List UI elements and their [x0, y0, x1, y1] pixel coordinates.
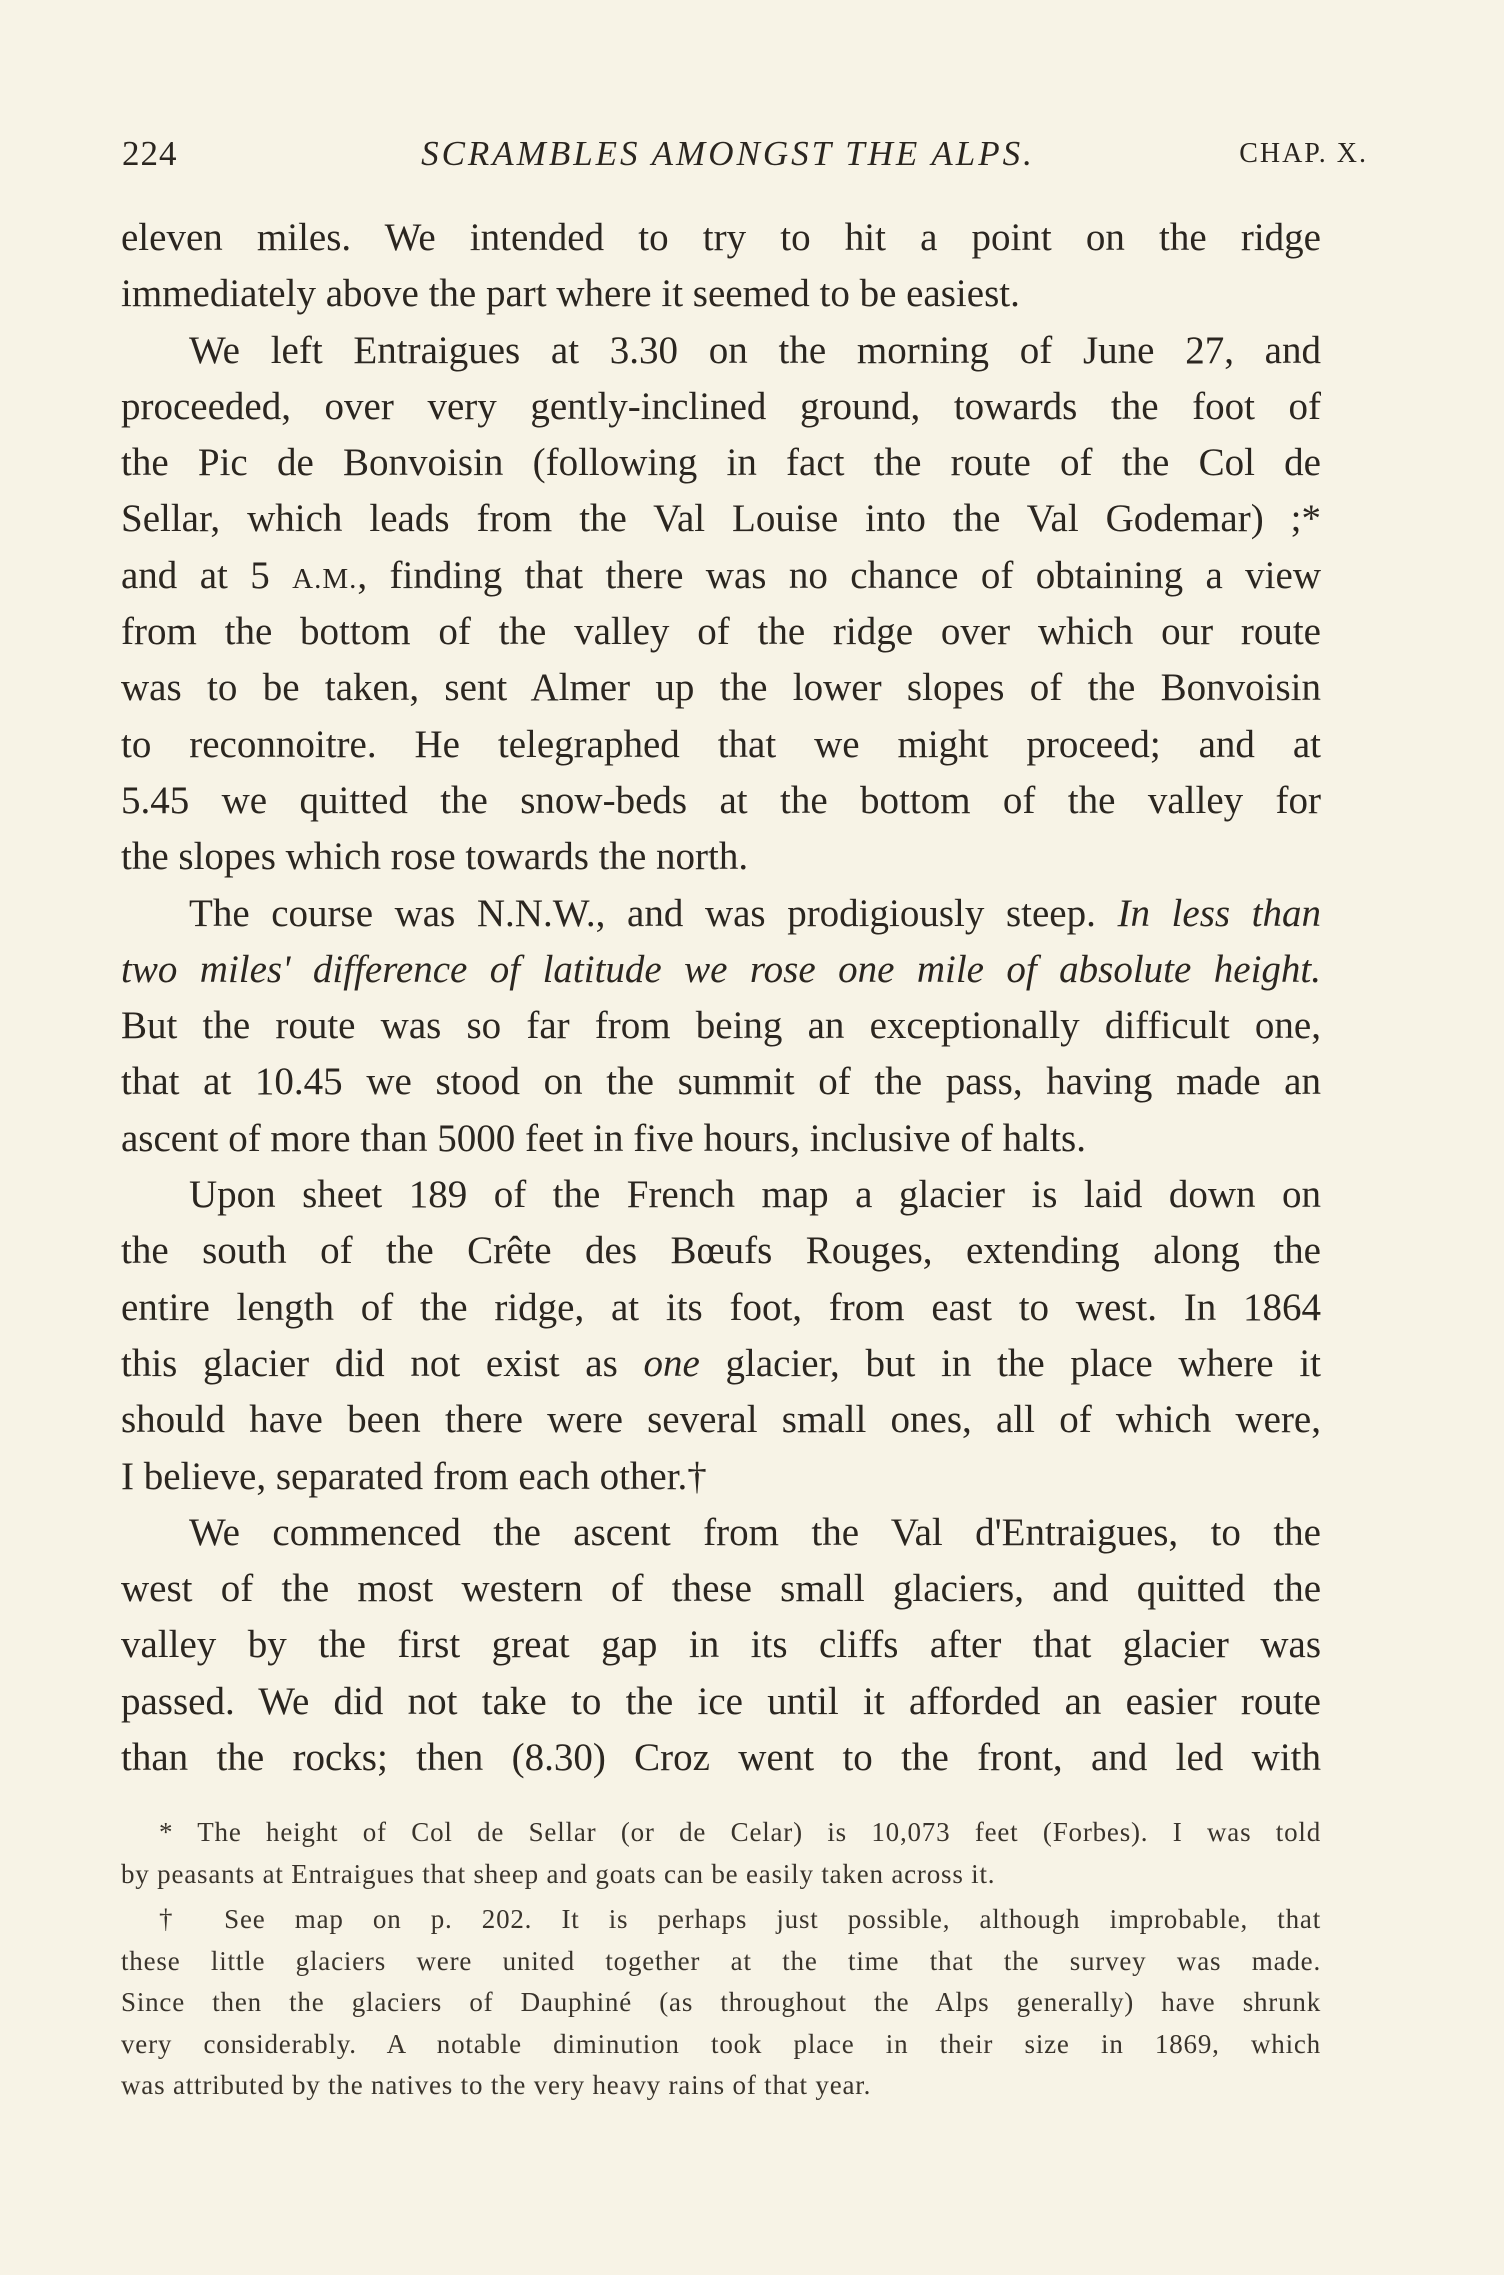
- text-span: and at 5: [121, 553, 293, 597]
- paragraph-start: Upon sheet 189 of the French map a glacier is laid down on: [189, 1173, 1321, 1217]
- text-line: west of the most western of these small glaciers, and quitted the: [121, 1567, 1321, 1611]
- text-line: was to be taken, sent Almer up the lower slopes of the Bonvoisin: [121, 666, 1321, 710]
- footnotes: [121, 1812, 1321, 2107]
- italic-text: one: [643, 1341, 700, 1385]
- running-title: SCRAMBLES AMONGST THE ALPS.: [421, 134, 1035, 173]
- page-number: 224: [122, 134, 178, 173]
- text-line: eleven miles. We intended to try to hit a point on the ridge: [121, 216, 1321, 259]
- text-span: this glacier did not exist as: [121, 1341, 644, 1385]
- chapter-label: CHAP. X.: [1239, 138, 1368, 169]
- text-span: glacier, but in the place where it: [699, 1341, 1321, 1385]
- footnote-line: * The height of Col de Sellar (or de Celar) is 10,073 feet (Forbes). I was told: [159, 1817, 1321, 1847]
- paragraph-start: [121, 886, 1321, 942]
- footnote-line: by peasants at Entraigues that sheep and goats can be easily taken across it.: [121, 1858, 996, 1889]
- italic-line: two miles' difference of latitude we rose one mile of absolute height.: [121, 947, 1321, 991]
- footnote-line: these little glaciers were united together at the time that the survey was made.: [121, 1945, 1321, 1976]
- text-line: immediately above the part where it seemed to be easiest.: [121, 272, 1020, 316]
- text-line: Sellar, which leads from the Val Louise into the Val Godemar) ;*: [121, 497, 1321, 541]
- text-line: ascent of more than 5000 feet in five hours, inclusive of halts.: [121, 1116, 1086, 1160]
- text-line: the south of the Crête des Bœufs Rouges, extending along the: [121, 1229, 1321, 1273]
- small-caps-time: A.M.: [292, 562, 358, 595]
- text-line: the Pic de Bonvoisin (following in fact the route of the Col de: [121, 441, 1321, 485]
- text-line: passed. We did not take to the ice until it afforded an easier route: [121, 1679, 1321, 1723]
- text-line: proceeded, over very gently-inclined ground, towards the foot of: [121, 384, 1321, 428]
- text-line: than the rocks; then (8.30) Croz went to the front, and led with: [121, 1736, 1321, 1780]
- footnote-line: very considerably. A notable diminution took place in their size in 1869, which: [121, 2028, 1321, 2059]
- page-header: [122, 134, 1368, 178]
- text-line: [121, 1336, 1321, 1392]
- text-line: [121, 548, 1321, 604]
- text-line: I believe, separated from each other.†: [121, 1454, 707, 1498]
- footnote-line: † See map on p. 202. It is perhaps just possible, although improbable, that: [159, 1904, 1321, 1934]
- paragraph-start: We left Entraigues at 3.30 on the morning of June 27, and: [189, 328, 1321, 372]
- paragraph-start: We commenced the ascent from the Val d'Entraigues, to the: [189, 1510, 1321, 1554]
- text-line: entire length of the ridge, at its foot, from east to west. In 1864: [121, 1285, 1321, 1329]
- text-line: But the route was so far from being an exceptionally difficult one,: [121, 1004, 1321, 1048]
- text-line: that at 10.45 we stood on the summit of the pass, having made an: [121, 1060, 1321, 1104]
- text-span: The course was N.N.W., and was prodigiously steep.: [189, 891, 1118, 935]
- footnote-line: was attributed by the natives to the very heavy rains of that year.: [121, 2070, 872, 2100]
- footnote-line: Since then the glaciers of Dauphiné (as throughout the Alps generally) have shrunk: [121, 1987, 1321, 2017]
- text-line: should have been there were several small ones, all of which were,: [121, 1398, 1321, 1442]
- text-line: 5.45 we quitted the snow-beds at the bottom of the valley for: [121, 778, 1321, 822]
- text-line: to reconnoitre. He telegraphed that we might proceed; and at: [121, 722, 1321, 766]
- text-line: from the bottom of the valley of the ridge over which our route: [121, 610, 1321, 654]
- italic-text: In less than: [1117, 891, 1321, 935]
- text-line: valley by the first great gap in its cliffs after that glacier was: [121, 1623, 1321, 1667]
- text-line: the slopes which rose towards the north.: [121, 835, 749, 879]
- text-span: , finding that there was no chance of obtaining a view: [357, 553, 1321, 597]
- body-text: [121, 210, 1321, 1786]
